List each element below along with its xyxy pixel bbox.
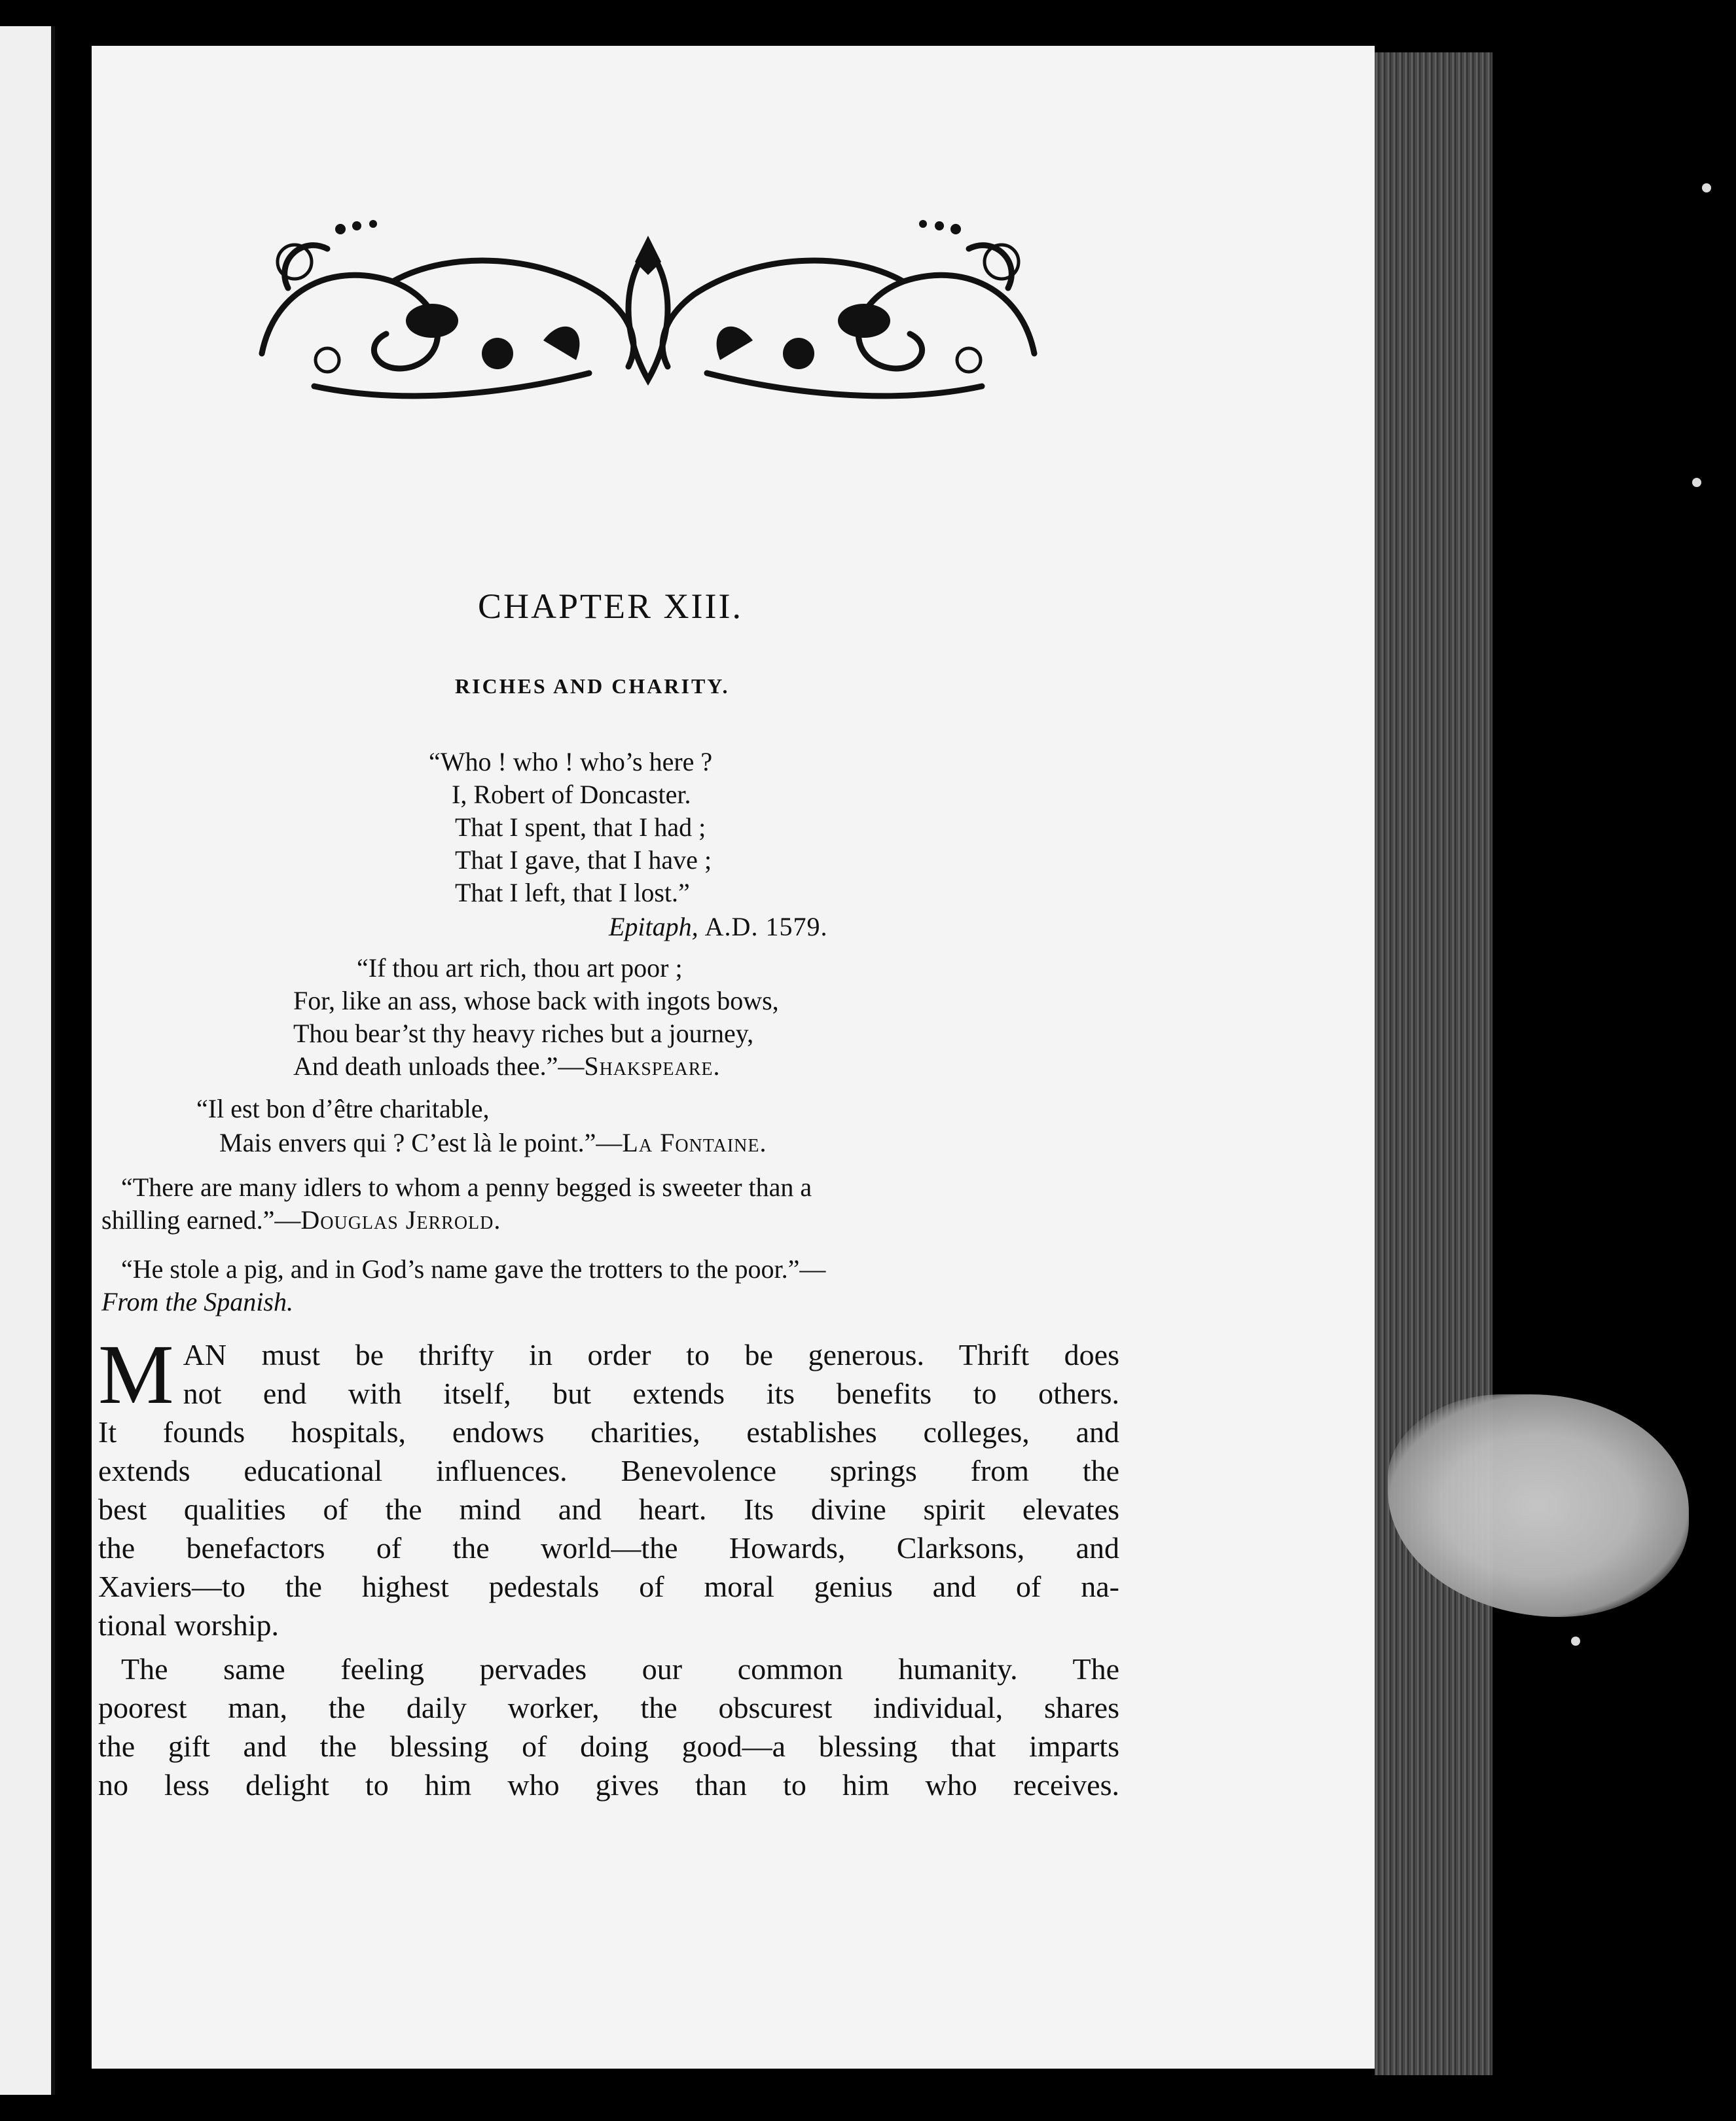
- spanish-line: “He stole a pig, and in God’s name gave the trotters to the poor.”—: [121, 1254, 826, 1284]
- epitaph-source: [609, 911, 827, 943]
- epitaph-line: “Who ! who ! who’s here ?: [429, 747, 713, 776]
- body-paragraph-2: [98, 1650, 1119, 1804]
- paragraph-line: poorest man, the daily worker, the obscurest individual, shares: [98, 1691, 1119, 1724]
- paragraph-line: no less delight to him who gives than to him who receives.: [98, 1768, 1119, 1802]
- shakespeare-line: Thou bear’st thy heavy riches but a journey,: [293, 1019, 754, 1048]
- headpiece-ornament-icon: [236, 209, 1060, 406]
- epitaph-source-title: Epitaph,: [609, 912, 698, 941]
- epitaph-line: That I left, that I lost.”: [455, 878, 690, 907]
- shakespeare-line: “If thou art rich, thou art poor ;: [357, 953, 683, 983]
- jerrold-author: Douglas Jerrold.: [300, 1205, 501, 1235]
- body-paragraph-1: [98, 1328, 1119, 1644]
- fontaine-last-line: [219, 1127, 767, 1159]
- paragraph-line: It founds hospitals, endows charities, establishes colleges, and: [98, 1415, 1119, 1449]
- paragraph-line: AN must be thrifty in order to be generous. Thrift does: [183, 1338, 1119, 1371]
- shakespeare-last-line: [293, 1051, 720, 1082]
- chapter-title: CHAPTER XIII.: [478, 587, 743, 626]
- shakespeare-line: And death unloads thee.”—: [293, 1051, 585, 1081]
- jerrold-line: “There are many idlers to whom a penny begged is sweeter than a: [121, 1172, 812, 1202]
- paragraph-line: extends educational influences. Benevolence springs from the: [98, 1454, 1119, 1487]
- epitaph-line: That I spent, that I had ;: [455, 812, 706, 842]
- epitaph-source-date: A.D. 1579.: [704, 912, 828, 941]
- spanish-source: From the Spanish.: [101, 1287, 293, 1316]
- paragraph-line: not end with itself, but extends its benefits to others.: [183, 1377, 1119, 1410]
- paragraph-line: the gift and the blessing of doing good—a blessing that imparts: [98, 1730, 1119, 1763]
- shakespeare-line: For, like an ass, whose back with ingots bows,: [293, 986, 779, 1015]
- paragraph-line: the benefactors of the world—the Howards, Clarksons, and: [98, 1531, 1119, 1565]
- drop-cap-letter: M: [98, 1328, 174, 1422]
- fontaine-line: “Il est bon d’être charitable,: [196, 1094, 490, 1123]
- book-page-block-edge: [1375, 52, 1492, 2075]
- paragraph-line: best qualities of the mind and heart. Its divine spirit elevates: [98, 1493, 1119, 1526]
- paragraph-line: tional worship.: [98, 1608, 279, 1642]
- jerrold-last-line: [101, 1205, 501, 1236]
- chapter-subtitle: RICHES AND CHARITY.: [455, 674, 730, 698]
- fontaine-author: La Fontaine.: [622, 1128, 767, 1157]
- dust-speck: [1702, 183, 1711, 192]
- epitaph-line: That I gave, that I have ;: [455, 845, 712, 875]
- jerrold-line: shilling earned.”—: [101, 1205, 301, 1235]
- shakespeare-author: Shakspeare.: [584, 1051, 721, 1081]
- paragraph-line: Xaviers—to the highest pedestals of moral genius and of na-: [98, 1570, 1119, 1603]
- fontaine-line: Mais envers qui ? C’est là le point.”—: [219, 1128, 623, 1157]
- dust-speck: [1571, 1637, 1580, 1646]
- epitaph-line: I, Robert of Doncaster.: [452, 780, 691, 809]
- paragraph-line: The same feeling pervades our common humanity. The: [121, 1652, 1119, 1686]
- facing-page-edge: [0, 26, 55, 2095]
- dust-speck: [1692, 478, 1701, 487]
